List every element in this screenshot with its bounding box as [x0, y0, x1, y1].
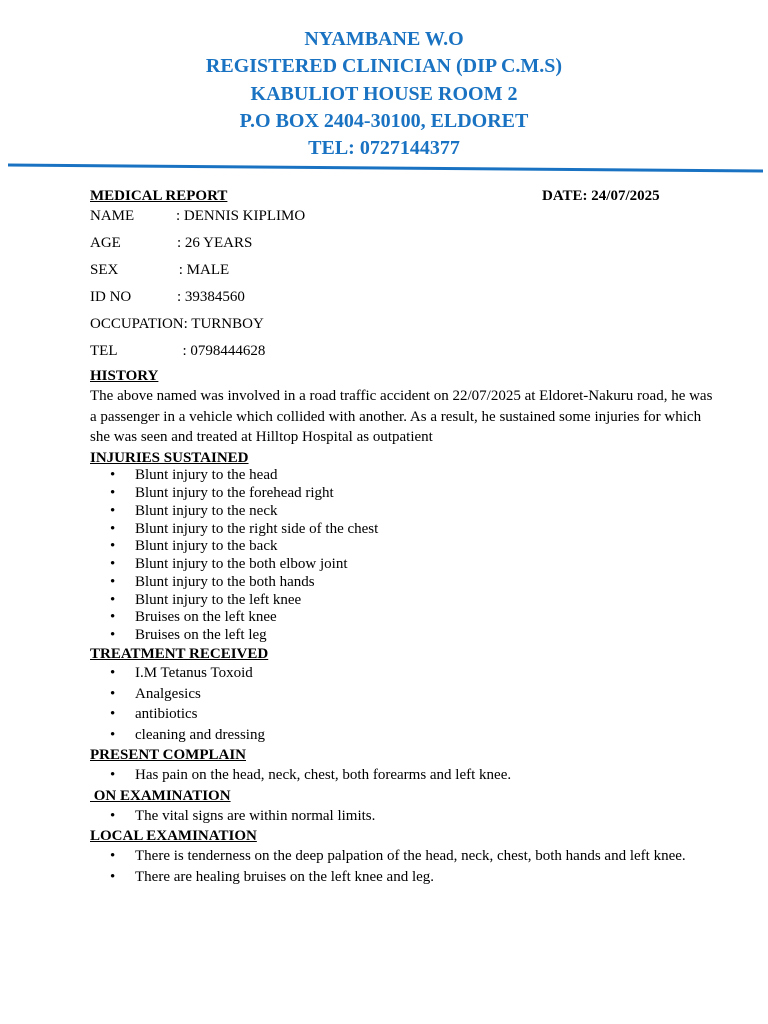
patient-field — [90, 287, 720, 314]
bullet-icon: • — [110, 685, 116, 702]
local-examination-heading: LOCAL EXAMINATION — [90, 828, 257, 845]
patient-field — [90, 233, 720, 260]
treatment-list — [90, 663, 720, 745]
history-heading: HISTORY — [90, 368, 159, 384]
injuries-section — [90, 449, 720, 645]
history-section — [90, 366, 720, 448]
list-item: • Bruises on the left leg — [110, 627, 267, 644]
bullet-icon: • — [110, 591, 116, 608]
complain-list — [90, 765, 720, 786]
bullet-icon: • — [110, 627, 116, 644]
list-item: • Blunt injury to the head — [110, 467, 278, 484]
list-item: • I.M Tetanus Toxoid — [90, 663, 720, 684]
bullet-icon: • — [110, 520, 116, 537]
bullet-icon: • — [110, 609, 116, 626]
field-label: TEL — [90, 343, 118, 359]
bullet-icon: • — [110, 726, 116, 743]
examination-heading: ON EXAMINATION — [90, 787, 231, 804]
bullet-icon: • — [110, 706, 116, 723]
clinic-telephone: TEL: 0727144377 — [308, 137, 460, 160]
field-value: : 39384560 — [177, 289, 245, 305]
list-item: • Blunt injury to the forehead right — [110, 484, 334, 501]
list-item: • cleaning and dressing — [90, 725, 720, 746]
list-item: • Analgesics — [90, 684, 720, 705]
list-item: • Bruises on the left knee — [110, 609, 277, 626]
bullet-icon: • — [110, 573, 116, 590]
clinician-name: NYAMBANE W.O — [304, 28, 464, 50]
bullet-icon: • — [110, 484, 116, 501]
injuries-heading: INJURIES SUSTAINED — [90, 450, 249, 467]
field-value: : MALE — [175, 262, 230, 278]
patient-field — [90, 314, 720, 341]
patient-field — [90, 260, 720, 287]
bullet-icon: • — [110, 665, 116, 682]
bullet-icon: • — [110, 868, 116, 885]
bullet-icon: • — [110, 467, 116, 484]
patient-field — [90, 206, 720, 233]
clinic-address: KABULIOT HOUSE ROOM 2 — [250, 82, 518, 105]
field-label: OCCUPATION — [90, 316, 184, 332]
list-item: • Blunt injury to the both elbow joint — [110, 556, 348, 573]
field-label: SEX — [90, 262, 119, 278]
list-item: • antibiotics — [90, 704, 720, 725]
list-item: • Blunt injury to the back — [110, 538, 278, 555]
field-label: ID NO — [90, 289, 132, 305]
list-item: • Blunt injury to the right side of the chest — [110, 520, 379, 537]
history-text: The above named was involved in a road traffic accident on 22/07/2025 at Eldoret-Nakuru road, he was a passenger in a vehicle which collided with another. As a result, he sustained some injuries for which she was seen and treated at Hilltop Hospital as outpatient — [90, 388, 713, 446]
bullet-icon: • — [110, 807, 116, 824]
bullet-icon: • — [110, 848, 116, 865]
field-value: : TURNBOY — [183, 316, 264, 332]
list-item: • Has pain on the head, neck, chest, both forearms and left knee. — [90, 765, 720, 786]
clinician-title: REGISTERED CLINICIAN (DIP C.M.S) — [205, 55, 563, 78]
list-item: • Blunt injury to the left knee — [110, 591, 302, 608]
field-value: : 26 YEARS — [177, 235, 253, 251]
field-label: NAME — [90, 208, 135, 224]
examination-section — [90, 786, 720, 827]
local-examination-list — [90, 846, 720, 887]
field-value: : 0798444628 — [175, 343, 266, 359]
report-header-row — [90, 186, 720, 206]
list-item: • There is tenderness on the deep palpation of the head, neck, chest, both hands and left knee. — [90, 846, 720, 867]
list-item: • There are healing bruises on the left knee and leg. — [90, 867, 720, 888]
bullet-icon: • — [110, 502, 116, 519]
bullet-icon: • — [110, 538, 116, 555]
list-item: • Blunt injury to the neck — [110, 502, 278, 519]
field-value: : DENNIS KIPLIMO — [176, 208, 306, 224]
bullet-icon: • — [110, 556, 116, 573]
complain-heading: PRESENT COMPLAIN — [90, 747, 246, 764]
complain-section — [90, 745, 720, 786]
examination-list — [90, 806, 720, 827]
report-heading: MEDICAL REPORT — [90, 188, 228, 204]
header-divider — [8, 163, 763, 173]
postal-address: P.O BOX 2404-30100, ELDORET — [239, 109, 529, 132]
list-item: • The vital signs are within normal limits. — [90, 806, 720, 827]
treatment-heading: TREATMENT RECEIVED — [90, 646, 269, 663]
patient-field — [90, 341, 720, 368]
injuries-list — [90, 467, 720, 645]
list-item: • Blunt injury to the both hands — [110, 573, 315, 590]
treatment-section — [90, 645, 720, 745]
letterhead — [0, 26, 768, 162]
local-examination-section — [90, 826, 720, 887]
field-label: AGE — [90, 235, 121, 251]
patient-details — [90, 206, 720, 368]
report-body — [90, 186, 720, 887]
bullet-icon: • — [110, 767, 116, 784]
report-date: DATE: 24/07/2025 — [542, 188, 660, 204]
